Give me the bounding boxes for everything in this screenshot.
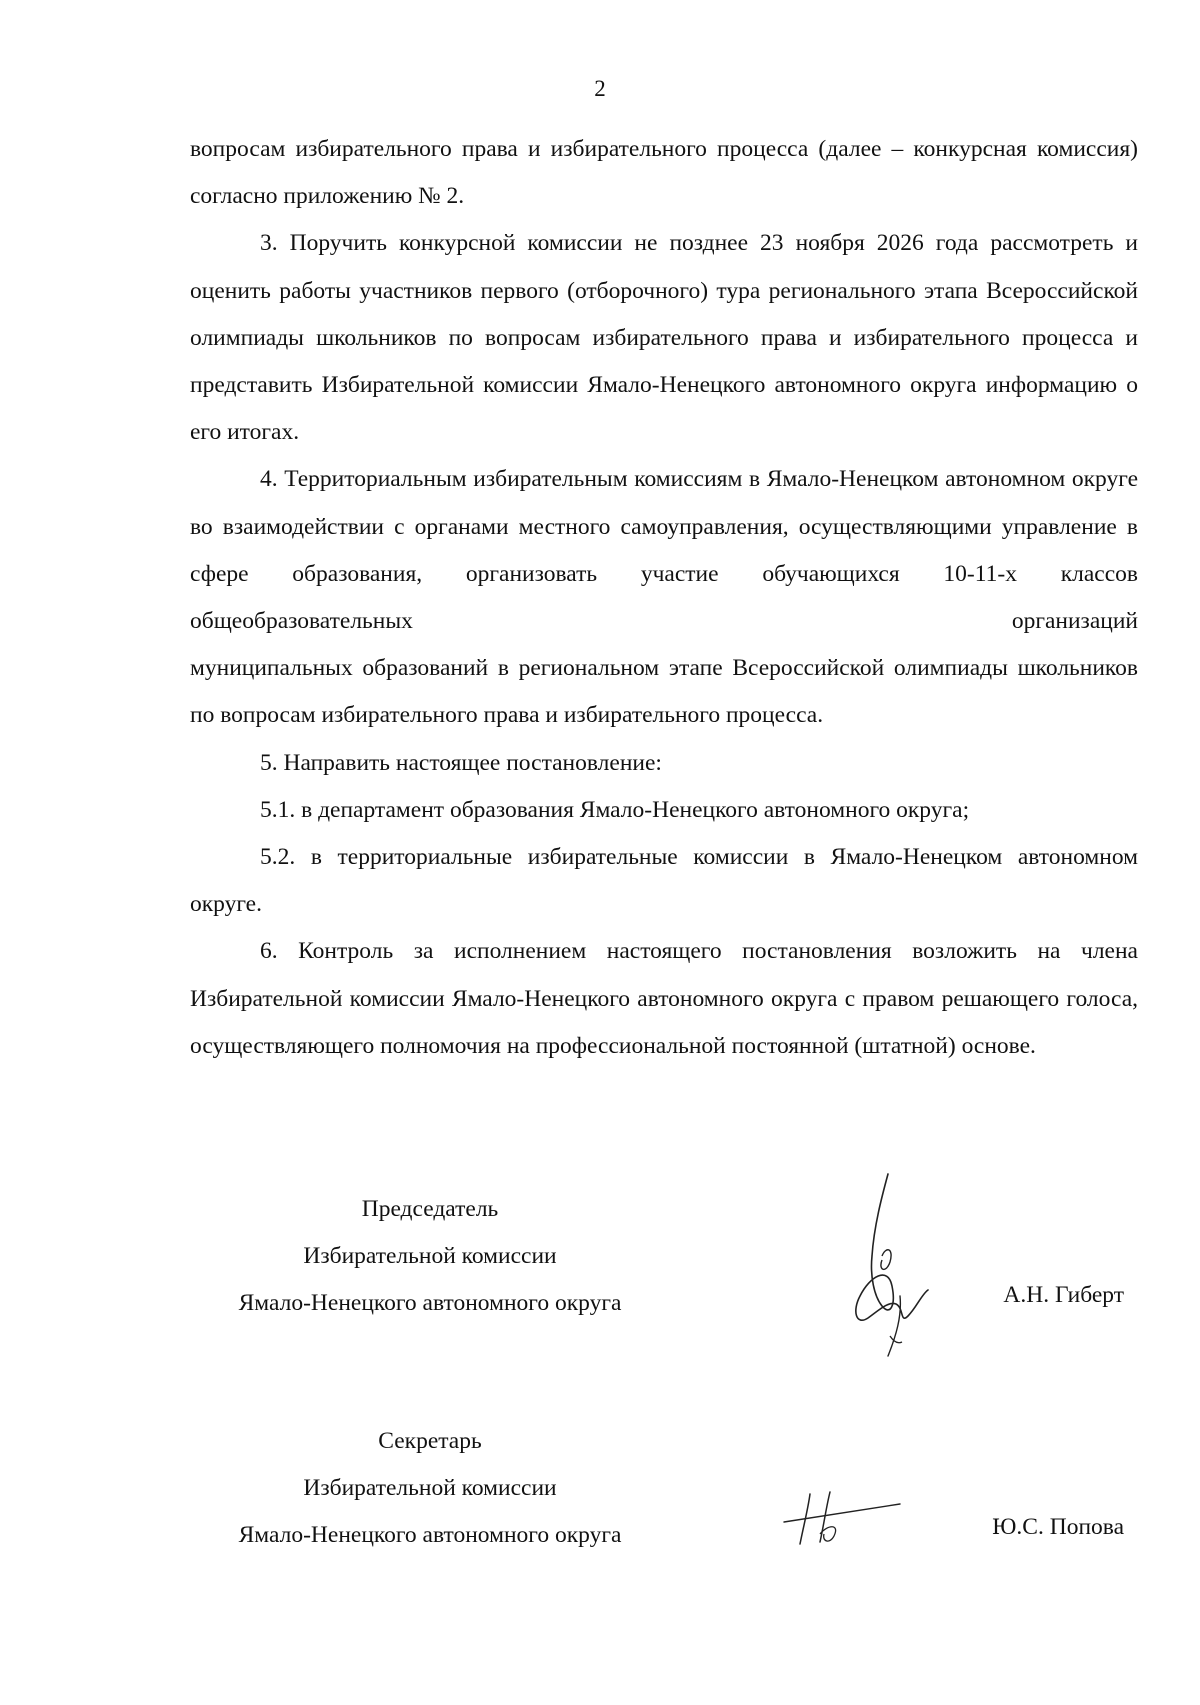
paragraph-item-5	[190, 740, 1138, 787]
chairman-signature-block	[190, 1186, 1138, 1336]
item-number: 4.	[260, 466, 278, 493]
secretary-name: Ю.С. Попова	[992, 1514, 1124, 1540]
secretary-title-line3: Ямало-Ненецкого автономного округа	[238, 1522, 622, 1548]
paragraph-text: Территориальным избирательным комиссиям в Ямало-Ненецком автономном округе во взаимодействии с органами местного самоуправления, осуществляющими управление в сфере образования, организовать участие обучающихся 10-11-х классов общеобразовательных организаций	[190, 466, 1139, 635]
page-number: 2	[594, 76, 606, 101]
chairman-title-line2: Избирательной комиссии	[303, 1243, 557, 1269]
paragraph-item-4	[190, 456, 1138, 645]
paragraph-text: Направить настоящее постановление:	[283, 749, 662, 776]
secretary-title-line2: Избирательной комиссии	[303, 1475, 557, 1501]
secretary-handwritten-signature	[780, 1484, 910, 1554]
chairman-handwritten-signature	[830, 1166, 940, 1366]
paragraph-continuation	[190, 126, 1138, 220]
paragraph-text: в департамент образования Ямало-Ненецкого автономного округа;	[301, 796, 970, 823]
paragraph-text: Контроль за исполнением настоящего постановления возложить на члена Избирательной комиссии Ямало-Ненецкого автономного округа с правом решающего голоса, осуществляющего полномочия на профессиональной постоянной (штатной) основе.	[190, 938, 1138, 1059]
paragraph-item-4-continued	[190, 645, 1138, 739]
secretary-signature-block	[190, 1418, 1138, 1568]
chairman-title	[190, 1186, 670, 1327]
paragraph-text: вопросам избирательного права и избирательного процесса (далее – конкурсная комиссия) согласно приложению № 2.	[190, 136, 1138, 210]
item-number: 5.1.	[260, 796, 296, 823]
secretary-title	[190, 1418, 670, 1559]
paragraph-text: Поручить конкурсной комиссии не позднее 23 ноября 2026 года рассмотреть и оценить работы участников первого (отборочного) тура регионального этапа Всероссийской олимпиады школьников по вопросам избирательного права и избирательного процесса и представить Избирательной комиссии Ямало-Ненецкого автономного округа информацию о его итогах.	[190, 230, 1138, 446]
paragraph-text: в территориальные избирательные комиссии в Ямало-Ненецком автономном округе.	[190, 844, 1138, 918]
chairman-title-line3: Ямало-Ненецкого автономного округа	[238, 1290, 622, 1316]
secretary-title-line1: Секретарь	[378, 1428, 482, 1454]
paragraph-item-5-2	[190, 834, 1138, 928]
paragraph-item-5-1	[190, 787, 1138, 834]
item-number: 6.	[260, 938, 278, 965]
paragraph-item-6	[190, 928, 1138, 1070]
chairman-title-line1: Председатель	[361, 1196, 499, 1222]
document-body	[190, 126, 1138, 1070]
chairman-name: А.Н. Гиберт	[1003, 1282, 1124, 1308]
paragraph-text: муниципальных образований в региональном этапе Всероссийской олимпиады школьников по вопросам избирательного права и избирательного процесса.	[190, 655, 1138, 729]
item-number: 3.	[260, 230, 278, 257]
paragraph-item-3	[190, 220, 1138, 456]
item-number: 5.	[260, 749, 278, 776]
item-number: 5.2.	[260, 844, 296, 871]
